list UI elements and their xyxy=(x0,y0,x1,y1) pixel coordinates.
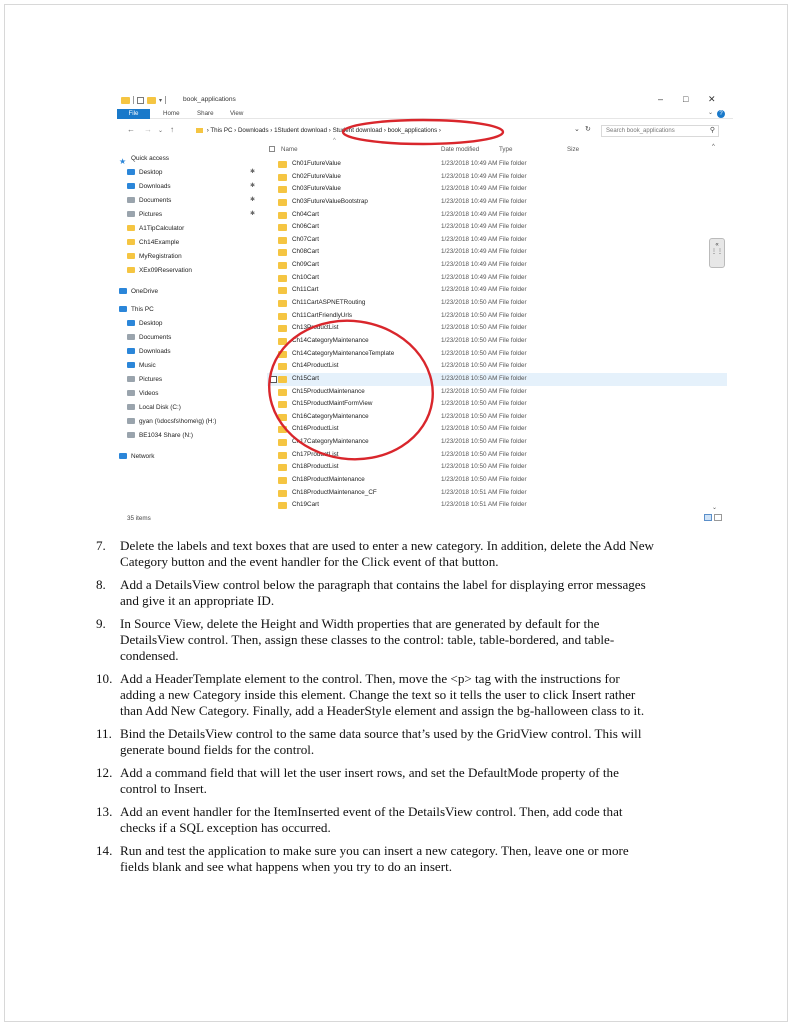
file-type: File folder xyxy=(499,400,527,408)
sidebar-item[interactable] xyxy=(127,250,182,263)
file-date: 1/23/2018 10:49 AM xyxy=(441,248,498,256)
file-name: Ch14ProductList xyxy=(292,362,339,370)
file-name: Ch15ProductMaintenance xyxy=(292,387,365,395)
breadcrumb-separator: › xyxy=(328,127,333,134)
file-row[interactable] xyxy=(267,158,727,171)
file-row[interactable] xyxy=(267,487,727,500)
file-type: File folder xyxy=(499,299,527,307)
sidebar-item[interactable] xyxy=(127,331,171,344)
file-type: File folder xyxy=(499,172,527,180)
step-text: Add a DetailsView control below the paragraph that contains the label for displaying error messages and give it an appropriate ID. xyxy=(120,577,646,608)
file-name: Ch03FutureValueBootstrap xyxy=(292,197,368,205)
instruction-step xyxy=(96,538,656,570)
file-name: Ch11CartASPNETRouting xyxy=(292,299,366,307)
step-number: 13. xyxy=(96,804,113,819)
file-type: File folder xyxy=(499,488,527,496)
sidebar-item[interactable] xyxy=(119,450,154,463)
file-row[interactable] xyxy=(267,436,727,449)
sidebar-item-label: Documents xyxy=(139,334,172,341)
sidebar-item-label: Videos xyxy=(139,390,159,397)
star-icon: ★ xyxy=(119,157,127,167)
file-row[interactable] xyxy=(267,474,727,487)
folder-icon xyxy=(278,426,287,433)
file-name: Ch14CategoryMaintenance xyxy=(292,336,369,344)
separator xyxy=(165,96,166,104)
step-number: 7. xyxy=(96,538,106,553)
sidebar-item[interactable] xyxy=(127,166,162,179)
refresh-icon[interactable]: ↻ xyxy=(585,126,591,133)
sidebar-item-label: BE1034 Share (N:) xyxy=(139,432,193,439)
forward-arrow-icon[interactable]: → xyxy=(144,125,152,134)
documents-icon xyxy=(127,334,135,340)
breadcrumb-this-pc[interactable]: This PC xyxy=(210,127,233,134)
maximize-button[interactable]: □ xyxy=(683,94,689,104)
breadcrumb-book-applications[interactable]: book_applications xyxy=(387,127,438,134)
file-date: 1/23/2018 10:50 AM xyxy=(441,463,498,471)
quick-access-toolbar xyxy=(121,96,166,104)
file-row[interactable] xyxy=(267,272,727,285)
file-date: 1/23/2018 10:49 AM xyxy=(441,235,498,243)
network-icon xyxy=(119,453,127,459)
customize-dropdown-icon[interactable]: ▾ xyxy=(159,97,163,104)
sidebar-item-label: Documents xyxy=(139,197,172,204)
instruction-step xyxy=(96,726,656,758)
file-date: 1/23/2018 10:49 AM xyxy=(441,172,498,180)
view-toggle xyxy=(704,514,722,521)
sidebar-item[interactable] xyxy=(127,317,162,330)
folder-icon xyxy=(127,239,135,245)
file-type: File folder xyxy=(499,311,527,319)
sidebar-item-label: Desktop xyxy=(139,320,163,327)
file-name: Ch04Cart xyxy=(292,210,319,218)
file-row[interactable] xyxy=(267,234,727,247)
file-rows xyxy=(267,158,727,512)
file-type: File folder xyxy=(499,210,527,218)
file-row[interactable] xyxy=(267,423,727,436)
instruction-step xyxy=(96,843,656,875)
folder-icon[interactable] xyxy=(121,97,130,104)
file-date: 1/23/2018 10:49 AM xyxy=(441,185,498,193)
sidebar-item-label: gyan (\\docsfs\home\g) (H:) xyxy=(139,418,217,425)
file-type: File folder xyxy=(499,438,527,446)
breadcrumb-student-download[interactable]: Student download xyxy=(332,127,383,134)
file-name: Ch19Cart xyxy=(292,501,319,509)
search-placeholder: Search book_applications xyxy=(606,128,675,134)
file-row[interactable] xyxy=(267,373,727,386)
file-type: File folder xyxy=(499,286,527,294)
network-drive-icon xyxy=(127,418,135,424)
help-icon[interactable]: ? xyxy=(717,110,725,118)
file-row[interactable] xyxy=(267,171,727,184)
breadcrumb-separator: › xyxy=(206,127,211,134)
folder-icon xyxy=(278,490,287,497)
file-name: Ch06Cart xyxy=(292,223,319,231)
sidebar-item-label: Pictures xyxy=(139,376,163,383)
scroll-up-icon[interactable]: ^ xyxy=(712,144,715,150)
file-date: 1/23/2018 10:50 AM xyxy=(441,349,498,357)
computer-icon xyxy=(119,306,127,312)
folder-icon xyxy=(278,237,287,244)
file-name: Ch16CategoryMaintenance xyxy=(292,412,369,420)
file-type: File folder xyxy=(499,412,527,420)
file-type: File folder xyxy=(499,476,527,484)
folder-icon xyxy=(278,174,287,181)
sidebar-item[interactable] xyxy=(127,194,171,207)
file-date: 1/23/2018 10:49 AM xyxy=(441,223,498,231)
minimize-button[interactable]: – xyxy=(658,94,664,104)
file-type: File folder xyxy=(499,387,527,395)
file-name: Ch13ProductList xyxy=(292,324,339,332)
step-number: 14. xyxy=(96,843,113,858)
file-row[interactable] xyxy=(267,221,727,234)
step-number: 12. xyxy=(96,765,113,780)
step-text: Add an event handler for the ItemInserted event of the DetailsView control. Then, add code that checks if a SQL exception has occurred. xyxy=(120,804,623,835)
file-name: Ch18ProductMaintenance xyxy=(292,476,365,484)
navigation-pane xyxy=(117,144,263,504)
pictures-icon xyxy=(127,376,135,382)
step-text: Add a HeaderTemplate element to the control. Then, move the <p> tag with the instructions for adding a new Category inside this element. Change the text so it tells the user to click Insert rather than Add New Category. Finally, add a HeaderStyle element and assign the bg-halloween class to it. xyxy=(120,671,645,718)
up-arrow-icon[interactable]: ↑ xyxy=(170,125,174,134)
file-date: 1/23/2018 10:50 AM xyxy=(441,299,498,307)
file-row[interactable] xyxy=(267,322,727,335)
address-bar[interactable] xyxy=(190,125,590,137)
file-row[interactable] xyxy=(267,499,727,512)
file-type: File folder xyxy=(499,362,527,370)
file-row[interactable] xyxy=(267,348,727,361)
file-date: 1/23/2018 10:51 AM xyxy=(441,501,498,509)
sidebar-item-label: MyRegistration xyxy=(139,253,182,260)
folder-icon xyxy=(278,287,287,294)
details-view-icon[interactable] xyxy=(704,514,712,521)
step-number: 9. xyxy=(96,616,106,631)
pin-icon[interactable]: ✱ xyxy=(250,183,256,189)
breadcrumb-separator: › xyxy=(383,127,388,134)
recent-locations-icon[interactable]: ⌄ xyxy=(158,128,164,134)
file-type: File folder xyxy=(499,248,527,256)
folder-icon xyxy=(278,452,287,459)
sidebar-item[interactable] xyxy=(127,415,216,428)
back-arrow-icon[interactable]: ← xyxy=(127,125,135,134)
file-date: 1/23/2018 10:50 AM xyxy=(441,438,498,446)
folder-icon xyxy=(278,477,287,484)
file-type: File folder xyxy=(499,374,527,382)
file-row[interactable] xyxy=(267,183,727,196)
vertical-scrollbar[interactable] xyxy=(711,144,721,516)
folder-icon xyxy=(278,313,287,320)
file-date: 1/23/2018 10:49 AM xyxy=(441,273,498,281)
properties-icon[interactable] xyxy=(137,97,144,104)
file-type: File folder xyxy=(499,349,527,357)
step-number: 10. xyxy=(96,671,113,686)
folder-icon xyxy=(278,186,287,193)
sidebar-item[interactable] xyxy=(119,303,154,316)
desktop-icon xyxy=(127,169,135,175)
folder-icon xyxy=(278,464,287,471)
folder-icon xyxy=(278,376,287,383)
sort-ascending-icon: ^ xyxy=(333,138,336,144)
sidebar-item-label: Ch14Example xyxy=(139,239,180,246)
file-date: 1/23/2018 10:50 AM xyxy=(441,336,498,344)
step-number: 8. xyxy=(96,577,106,592)
cloud-icon xyxy=(119,288,127,294)
file-date: 1/23/2018 10:50 AM xyxy=(441,450,498,458)
file-date: 1/23/2018 10:49 AM xyxy=(441,210,498,218)
file-type: File folder xyxy=(499,463,527,471)
file-name: Ch07Cart xyxy=(292,235,319,243)
folder-icon xyxy=(278,262,287,269)
folder-icon xyxy=(278,439,287,446)
expand-ribbon-icon[interactable]: ⌄ xyxy=(707,110,713,116)
folder-icon xyxy=(278,300,287,307)
column-header-date[interactable]: Date modified xyxy=(441,146,480,153)
file-name: Ch09Cart xyxy=(292,261,319,269)
file-date: 1/23/2018 10:50 AM xyxy=(441,425,498,433)
sidebar-item-label: This PC xyxy=(131,306,154,313)
folder-icon xyxy=(278,338,287,345)
sidebar-item[interactable] xyxy=(127,222,184,235)
folder-icon xyxy=(278,414,287,421)
navigation-bar xyxy=(117,122,733,139)
file-row[interactable] xyxy=(267,411,727,424)
folder-icon xyxy=(278,401,287,408)
desktop-icon xyxy=(127,320,135,326)
sidebar-item[interactable] xyxy=(127,208,162,221)
pin-icon[interactable]: ✱ xyxy=(250,197,256,203)
folder-icon xyxy=(278,224,287,231)
folder-icon xyxy=(196,128,203,133)
pin-icon[interactable]: ✱ xyxy=(250,211,256,217)
file-name: Ch17ProductList xyxy=(292,450,339,458)
file-date: 1/23/2018 10:51 AM xyxy=(441,488,498,496)
file-row[interactable] xyxy=(267,461,727,474)
file-type: File folder xyxy=(499,501,527,509)
tab-file[interactable]: File xyxy=(117,109,150,119)
scroll-down-icon[interactable]: ⌄ xyxy=(712,505,718,511)
instruction-step xyxy=(96,577,656,609)
window-title: book_applications xyxy=(183,96,236,103)
file-name: Ch11CartFriendlyUrls xyxy=(292,311,353,319)
step-text: Bind the DetailsView control to the same data source that’s used by the GridView control. This will generate bound fields for the control. xyxy=(120,726,642,757)
file-date: 1/23/2018 10:50 AM xyxy=(441,362,498,370)
breadcrumb-separator: › xyxy=(438,127,441,134)
breadcrumb-1student-download[interactable]: 1Student download xyxy=(274,127,328,134)
file-type: File folder xyxy=(499,336,527,344)
sidebar-item[interactable] xyxy=(119,285,158,298)
file-row[interactable] xyxy=(267,310,727,323)
file-name: Ch18ProductMaintenance_CF xyxy=(292,488,377,496)
file-date: 1/23/2018 10:49 AM xyxy=(441,286,498,294)
file-type: File folder xyxy=(499,235,527,243)
file-date: 1/23/2018 10:50 AM xyxy=(441,476,498,484)
file-row[interactable] xyxy=(267,284,727,297)
file-type: File folder xyxy=(499,223,527,231)
file-date: 1/23/2018 10:50 AM xyxy=(441,400,498,408)
file-type: File folder xyxy=(499,160,527,167)
address-dropdown-icon[interactable]: ⌄ xyxy=(574,126,580,133)
file-date: 1/23/2018 10:50 AM xyxy=(441,324,498,332)
download-icon xyxy=(127,348,135,354)
file-type: File folder xyxy=(499,273,527,281)
folder-icon xyxy=(278,275,287,282)
file-name: Ch18ProductList xyxy=(292,463,339,471)
sidebar-item[interactable] xyxy=(127,359,156,372)
column-header-type[interactable]: Type xyxy=(499,146,513,153)
file-name: Ch01FutureValue xyxy=(292,160,341,167)
breadcrumb-downloads[interactable]: Downloads xyxy=(237,127,269,134)
step-text: Add a command field that will let the user insert rows, and set the DefaultMode property of the control to Insert. xyxy=(120,765,619,796)
file-type: File folder xyxy=(499,261,527,269)
sidebar-item-label: Network xyxy=(131,453,155,460)
folder-icon xyxy=(278,502,287,509)
file-name: Ch11Cart xyxy=(292,286,319,294)
sidebar-item[interactable] xyxy=(127,373,162,386)
separator xyxy=(133,96,134,104)
sidebar-item-label: A1TipCalculator xyxy=(139,225,185,232)
file-row[interactable] xyxy=(267,360,727,373)
step-text: Run and test the application to make sure you can insert a new category. Then, leave one or more fields blank and see what happens when you try to do an insert. xyxy=(120,843,629,874)
file-row[interactable] xyxy=(267,398,727,411)
sidebar-item-label: XEx09Reservation xyxy=(139,267,192,274)
sidebar-item-label: Downloads xyxy=(139,183,171,190)
file-name: Ch02FutureValue xyxy=(292,172,341,180)
folder-icon xyxy=(278,363,287,370)
sidebar-item[interactable] xyxy=(127,236,179,249)
pictures-icon xyxy=(127,211,135,217)
file-row[interactable] xyxy=(267,297,727,310)
file-row[interactable] xyxy=(267,259,727,272)
sidebar-item-label: Downloads xyxy=(139,348,171,355)
sidebar-item[interactable] xyxy=(127,264,192,277)
file-name: Ch17CategoryMaintenance xyxy=(292,438,369,446)
file-row[interactable] xyxy=(267,196,727,209)
file-row[interactable] xyxy=(267,335,727,348)
file-date: 1/23/2018 10:50 AM xyxy=(441,311,498,319)
select-all-checkbox[interactable] xyxy=(269,146,275,152)
sidebar-item[interactable] xyxy=(127,387,158,400)
file-name: Ch15Cart xyxy=(292,374,319,382)
instruction-step xyxy=(96,671,656,719)
folder-icon xyxy=(278,325,287,332)
column-header-size[interactable]: Size xyxy=(567,146,580,153)
instruction-step xyxy=(96,765,656,797)
file-name: Ch14CategoryMaintenanceTemplate xyxy=(292,349,395,357)
file-row[interactable] xyxy=(267,386,727,399)
file-date: 1/23/2018 10:50 AM xyxy=(441,412,498,420)
search-icon[interactable]: ⚲ xyxy=(709,127,715,134)
tab-home[interactable]: Home xyxy=(163,110,180,117)
folder-icon xyxy=(127,225,135,231)
file-type: File folder xyxy=(499,324,527,332)
ribbon-tabs xyxy=(117,109,733,119)
step-number: 11. xyxy=(96,726,112,741)
file-type: File folder xyxy=(499,425,527,433)
network-drive-icon xyxy=(127,432,135,438)
sidebar-item[interactable] xyxy=(127,429,193,442)
instruction-step xyxy=(96,804,656,836)
sidebar-item[interactable] xyxy=(127,180,171,193)
folder-icon xyxy=(278,249,287,256)
folder-icon xyxy=(278,212,287,219)
file-date: 1/23/2018 10:49 AM xyxy=(441,160,498,167)
column-header-name[interactable]: Name xyxy=(281,146,298,153)
instruction-list xyxy=(96,538,656,882)
file-name: Ch08Cart xyxy=(292,248,319,256)
documents-icon xyxy=(127,197,135,203)
sidebar-item-label: Quick access xyxy=(131,155,170,162)
folder-icon xyxy=(278,199,287,206)
title-bar xyxy=(117,92,733,109)
file-name: Ch15ProductMaintFormView xyxy=(292,400,373,408)
sidebar-item-label: Local Disk (C:) xyxy=(139,404,181,411)
tab-view[interactable]: View xyxy=(230,110,244,117)
large-icons-view-icon[interactable] xyxy=(714,514,722,521)
file-type: File folder xyxy=(499,450,527,458)
folder-icon xyxy=(278,389,287,396)
sidebar-item-label: OneDrive xyxy=(131,288,158,295)
folder-icon xyxy=(127,253,135,259)
breadcrumb-separator: › xyxy=(270,127,275,134)
file-type: File folder xyxy=(499,197,527,205)
file-name: Ch16ProductList xyxy=(292,425,339,433)
close-button[interactable]: ✕ xyxy=(708,94,716,104)
folder-icon xyxy=(278,351,287,358)
file-date: 1/23/2018 10:50 AM xyxy=(441,374,498,382)
file-name: Ch10Cart xyxy=(292,273,319,281)
videos-icon xyxy=(127,390,135,396)
folder-icon xyxy=(127,267,135,273)
sidebar-item[interactable] xyxy=(127,401,181,414)
sidebar-item-label: Pictures xyxy=(139,211,163,218)
folder-icon xyxy=(278,161,287,168)
status-item-count: 35 items xyxy=(127,515,151,522)
music-icon xyxy=(127,362,135,368)
panel-collapse-handle[interactable]: « ⋮⋮ xyxy=(709,238,725,268)
sidebar-item-label: Music xyxy=(139,362,156,369)
file-explorer-window xyxy=(117,92,733,527)
search-input[interactable] xyxy=(601,125,719,137)
sidebar-item-label: Desktop xyxy=(139,169,163,176)
new-folder-icon[interactable] xyxy=(147,97,156,104)
download-icon xyxy=(127,183,135,189)
instruction-step xyxy=(96,616,656,664)
step-text: In Source View, delete the Height and Width properties that are generated by default for the DetailsView control. Then, assign these classes to the control: table, table-bordered, and table-condensed. xyxy=(120,616,615,663)
file-type: File folder xyxy=(499,185,527,193)
file-row[interactable] xyxy=(267,246,727,259)
file-date: 1/23/2018 10:49 AM xyxy=(441,261,498,269)
file-row[interactable] xyxy=(267,209,727,222)
disk-icon xyxy=(127,404,135,410)
row-checkbox[interactable] xyxy=(270,376,277,383)
file-date: 1/23/2018 10:49 AM xyxy=(441,197,498,205)
step-text: Delete the labels and text boxes that are used to enter a new category. In addition, delete the Add New Category button and the event handler for the Click event of that button. xyxy=(120,538,654,569)
file-name: Ch03FutureValue xyxy=(292,185,341,193)
tab-share[interactable]: Share xyxy=(197,110,214,117)
file-date: 1/23/2018 10:50 AM xyxy=(441,387,498,395)
file-list xyxy=(267,138,727,514)
sidebar-item[interactable] xyxy=(119,152,169,165)
breadcrumb-separator: › xyxy=(234,127,238,134)
pin-icon[interactable]: ✱ xyxy=(250,169,256,175)
sidebar-item[interactable] xyxy=(127,345,171,358)
file-row[interactable] xyxy=(267,449,727,462)
